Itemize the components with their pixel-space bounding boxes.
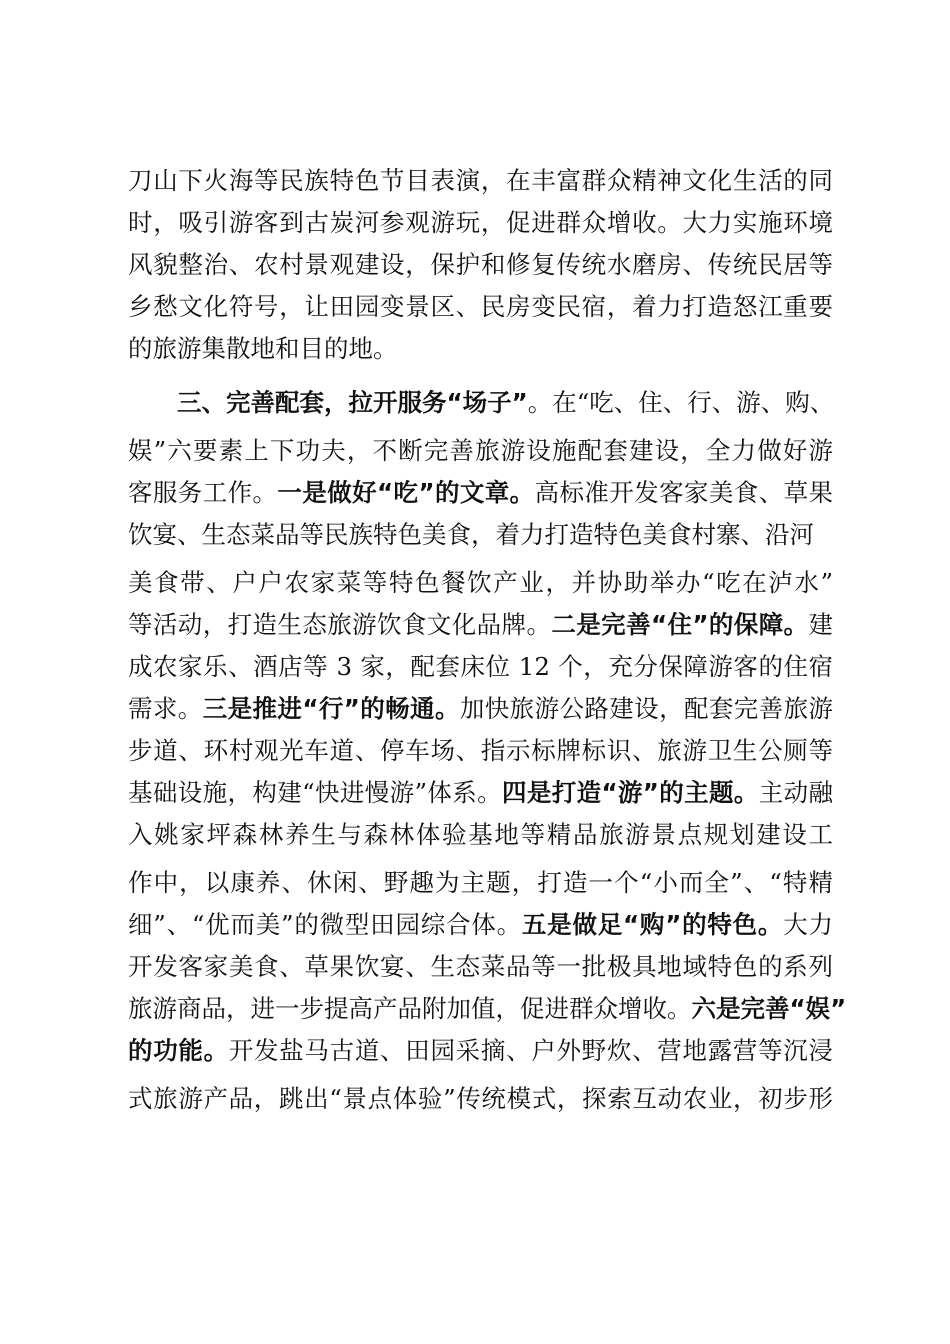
text-run: 建 (808, 610, 833, 639)
text-line (128, 1030, 833, 1072)
bold-heading: 二是完善“住”的保障。 (551, 610, 809, 639)
bold-heading: 六是完善“娱” (691, 994, 847, 1023)
text-run: 风貌整治、农村景观建设，保护和修复传统水磨房、传统民居等 (128, 250, 833, 279)
text-run: 细”、“优而美”的微型田园综合体。 (128, 910, 522, 939)
bold-heading: 五是做足“购”的特色。 (521, 910, 784, 939)
text-line (128, 286, 833, 328)
text-line (128, 730, 833, 772)
text-run: 美食带、户户农家菜等特色餐饮产业，并协助举办“吃在泸水” (128, 568, 833, 597)
text-line (128, 814, 833, 856)
section-heading-line (128, 382, 833, 424)
text-run: 主动融 (758, 778, 833, 807)
text-line (128, 946, 833, 988)
text-run: 旅游商品，进一步提高产品附加值，促进群众增收。 (128, 994, 692, 1023)
text-run: 。在“吃、住、行、游、购、 (527, 388, 835, 417)
text-line (128, 562, 833, 604)
text-line (128, 772, 833, 814)
text-run: 基础设施，构建“快进慢游”体系。 (128, 778, 502, 807)
text-run: 开发客家美食、草果饮宴、生态菜品等一批极具地域特色的系列 (128, 952, 833, 981)
text-run: 步道、环村观光车道、停车场、指示标牌标识、旅游卫生公厕等 (128, 736, 833, 765)
text-run: 式旅游产品，跳出“景点体验”传统模式，探索互动农业，初步形 (128, 1084, 833, 1113)
text-line (128, 514, 833, 556)
document-body (128, 160, 847, 1120)
text-run: 加快旅游公路建设，配套完善旅游 (459, 694, 833, 723)
text-line (128, 472, 833, 514)
text-run: 入姚家坪森林养生与森林体验基地等精品旅游景点规划建设工 (128, 820, 833, 849)
text-line (128, 202, 833, 244)
text-line (128, 244, 833, 286)
text-line (128, 904, 833, 946)
text-line (128, 160, 833, 202)
bold-heading: 四是打造“游”的主题。 (501, 778, 759, 807)
text-line (128, 604, 833, 646)
text-run: 需求。 (128, 694, 203, 723)
text-run: 娱”六要素上下功夫，不断完善旅游设施配套建设，全力做好游 (128, 436, 833, 465)
text-run: 客服务工作。 (128, 478, 278, 507)
text-run: 刀山下火海等民族特色节目表演，在丰富群众精神文化生活的同 (128, 166, 833, 195)
text-line (128, 1078, 833, 1120)
text-line (128, 646, 833, 688)
bold-heading: 一是做好“吃”的文章。 (277, 478, 535, 507)
text-run: 开发盐马古道、田园采摘、户外野炊、营地露营等沉浸 (228, 1036, 834, 1065)
text-line (128, 988, 847, 1030)
bold-heading: 三是推进“行”的畅通。 (202, 694, 460, 723)
section-heading: 三、完善配套，拉开服务“场子” (177, 388, 528, 417)
text-run: 作中，以康养、休闲、野趣为主题，打造一个“小而全”、“特精 (128, 868, 833, 897)
text-line (128, 688, 833, 730)
text-run: 高标准开发客家美食、草果 (534, 478, 833, 507)
text-run: 等活动，打造生态旅游饮食文化品牌。 (128, 610, 552, 639)
text-run: 成农家乐、酒店等 3 家，配套床位 12 个，充分保障游客的住宿 (128, 652, 833, 681)
text-line (128, 328, 833, 370)
text-line (128, 430, 833, 472)
text-run: 饮宴、生态菜品等民族特色美食，着力打造特色美食村寨、沿河 (128, 520, 814, 549)
bold-heading: 的功能。 (128, 1036, 229, 1065)
text-line (128, 862, 833, 904)
text-run: 大力 (783, 910, 834, 939)
text-run: 的旅游集散地和目的地。 (128, 334, 398, 363)
text-run: 乡愁文化符号，让田园变景区、民房变民宿，着力打造怒江重要 (128, 292, 833, 321)
text-run: 时，吸引游客到古炭河参观游玩，促进群众增收。大力实施环境 (128, 208, 833, 237)
